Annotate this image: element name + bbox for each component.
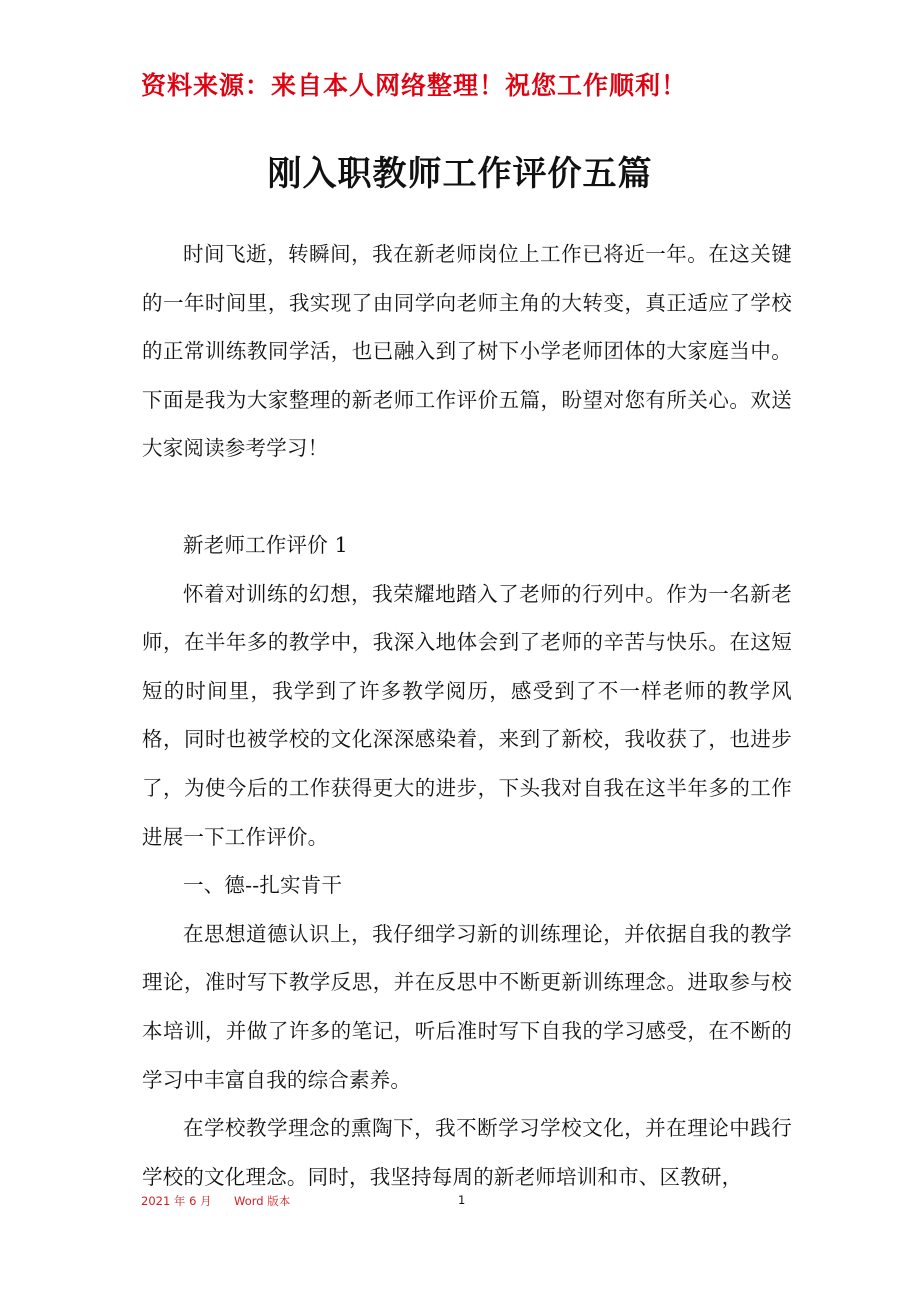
page-number: 1 [458, 1193, 466, 1207]
footer-version: Word 版本 [234, 1194, 291, 1208]
body-paragraph: 在思想道德认识上，我仔细学习新的训练理论，并依据自我的教学理论，准时写下教学反思，并在反思中不断更新训练理念。进取参与校本培训，并做了许多的笔记，听后准时写下自我的学习感受，在不断的学习中丰富自我的综合素养。 [142, 921, 792, 1092]
paragraph-spacer [142, 473, 792, 521]
page-footer [141, 1193, 561, 1213]
footer-date: 2021 年 6 月 [141, 1194, 212, 1208]
subsection-heading: 一、德--扎实肯干 [183, 873, 343, 898]
intro-paragraph: 时间飞逝，转瞬间，我在新老师岗位上工作已将近一年。在这关键的一年时间里，我实现了由同学向老师主角的大转变，真正适应了学校的正常训练教同学活，也已融入到了树下小学老师团体的大家庭当中。下面是我为大家整理的新老师工作评价五篇，盼望对您有所关心。欢送大家阅读参考学习！ [142, 242, 792, 461]
body-paragraph: 怀着对训练的幻想，我荣耀地踏入了老师的行列中。作为一名新老师，在半年多的教学中，我深入地体会到了老师的辛苦与快乐。在这短短的时间里，我学到了许多教学阅历，感受到了不一样老师的教学风格，同时也被学校的文化深深感染着，来到了新校，我收获了，也进步了，为使今后的工作获得更大的进步，下头我对自我在这半年多的工作进展一下工作评价。 [142, 581, 792, 849]
section-heading: 新老师工作评价 1 [183, 532, 348, 557]
source-banner: 资料来源：来自本人网络整理！祝您工作顺利！ [141, 71, 688, 100]
body-paragraph: 在学校教学理念的熏陶下，我不断学习学校文化，并在理论中践行学校的文化理念。同时，我坚持每周的新老师培训和市、区教研， [142, 1116, 792, 1189]
document-title: 刚入职教师工作评价五篇 [267, 154, 653, 194]
document-body [142, 230, 792, 1201]
